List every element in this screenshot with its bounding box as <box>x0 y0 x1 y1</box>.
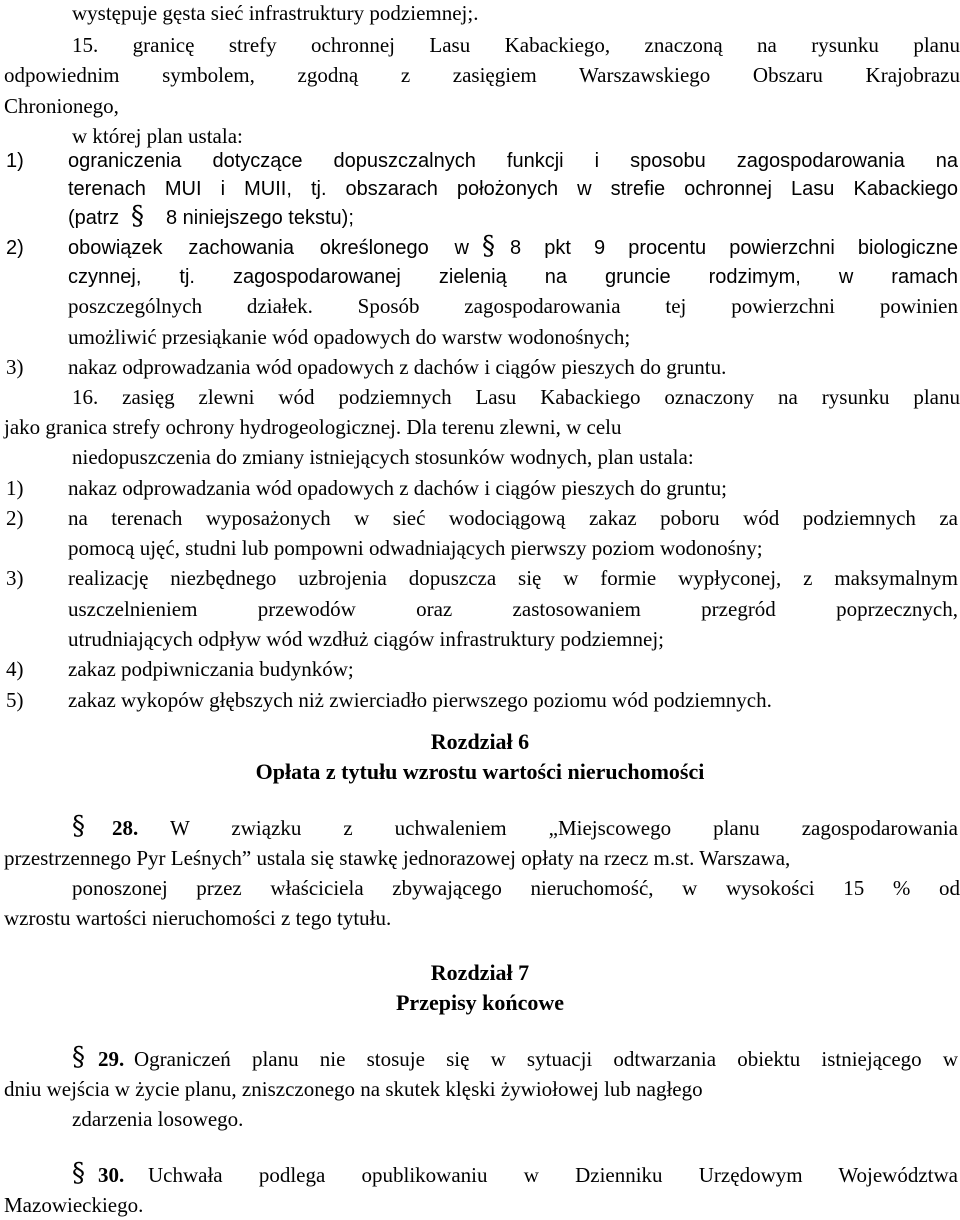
list-item <box>0 352 960 382</box>
list-text: nakaz odprowadzania wód opadowych z dachów i ciągów pieszych do gruntu. <box>68 355 727 379</box>
list-text-cont: umożliwić przesiąkanie wód opadowych do warstw wodonośnych; <box>68 325 631 349</box>
list-item <box>0 233 960 263</box>
text-span: 8 pkt 9 procentu powierzchni biologiczne <box>510 237 958 259</box>
chapter-title: Przepisy końcowe <box>395 990 565 1015</box>
paragraph-15-start: 15. granicę strefy ochronnej Lasu Kabackiego, znaczoną na rysunku planu <box>72 33 960 57</box>
text-line: Chronionego, <box>4 94 119 118</box>
list-number: 3) <box>6 566 24 590</box>
list-text: zakaz wykopów głębszych niż zwierciadło pierwszego poziomu wód podziemnych. <box>68 688 772 712</box>
list-item <box>0 473 960 503</box>
list-text-cont: utrudniających odpływ wód wzdłuż ciągów infrastruktury podziemnej; <box>68 627 664 651</box>
list-number: 2) <box>6 237 24 259</box>
text-line: przestrzennego Pyr Leśnych” ustala się stawkę jednorazowej opłaty na rzecz m.st. Warszawa, <box>4 846 791 870</box>
list-text: zakaz podpiwniczania budynków; <box>68 657 354 681</box>
list-text-cont: pomocą ujęć, studni lub pompowni odwadniających pierwszy poziom wodonośny; <box>68 536 763 560</box>
list-number: 1) <box>6 476 24 500</box>
list-text-cont: uszczelnieniem przewodów oraz zastosowaniem przegród poprzecznych, <box>68 597 958 621</box>
text-span: 8 niniejszego tekstu); <box>166 207 354 229</box>
text-span: (patrz <box>68 207 120 229</box>
paragraph-text: Uchwała podlega opublikowaniu w Dzienniku Urzędowym Województwa <box>148 1163 958 1187</box>
text-line: ponoszonej przez właściciela zbywającego nieruchomość, w wysokości 15 % od <box>72 876 960 900</box>
paragraph-number: 30. <box>98 1163 125 1187</box>
list-text: na terenach wyposażonych w sieć wodociągową zakaz poboru wód podziemnych za <box>68 506 958 530</box>
chapter-title: Opłata z tytułu wzrostu wartości nieruchomości <box>255 759 705 784</box>
list-item <box>0 563 960 593</box>
section-sign: § <box>131 201 144 231</box>
paragraph-text: Ograniczeń planu nie stosuje się w sytuacji odtwarzania obiektu istniejącego w <box>134 1047 958 1071</box>
list-number: 4) <box>6 657 24 681</box>
paragraph-number: 28. <box>112 816 139 840</box>
list-text-cont: czynnej, tj. zagospodarowanej zielenią na gruncie rodzimym, w ramach <box>68 266 958 288</box>
text-line: wzrostu wartości nieruchomości z tego tytułu. <box>4 906 392 930</box>
list-item <box>0 503 960 533</box>
list-text: ograniczenia dotyczące dopuszczalnych funkcji i sposobu zagospodarowania na <box>68 150 958 172</box>
text-line: odpowiednim symbolem, zgodną z zasięgiem Warszawskiego Obszaru Krajobrazu <box>4 63 960 87</box>
paragraph-16-start: 16. zasięg zlewni wód podziemnych Lasu Kabackiego oznaczony na rysunku planu <box>72 385 960 409</box>
list-text-cont: terenach MUI i MUII, tj. obszarach położonych w strefie ochronnej Lasu Kabackiego <box>68 178 958 200</box>
chapter-number: Rozdział 6 <box>430 729 530 754</box>
chapter-number: Rozdział 7 <box>430 960 530 985</box>
text-line: niedopuszczenia do zmiany istniejących stosunków wodnych, plan ustala: <box>72 445 694 469</box>
section-sign: § <box>482 231 495 261</box>
text-span: obowiązek zachowania określonego w <box>68 237 469 259</box>
paragraph-30-start <box>0 1160 960 1190</box>
paragraph-28-start <box>0 813 960 843</box>
list-number: 2) <box>6 506 24 530</box>
text-line: jako granica strefy ochrony hydrogeologicznej. Dla terenu zlewni, w celu <box>4 415 622 439</box>
list-text: realizację niezbędnego uzbrojenia dopuszcza się w formie wypłyconej, z maksymalnym <box>68 566 958 590</box>
list-item <box>0 685 960 715</box>
paragraph-29-start <box>0 1044 960 1074</box>
section-sign: § <box>72 1158 85 1188</box>
list-text: nakaz odprowadzania wód opadowych z dachów i ciągów pieszych do gruntu; <box>68 476 727 500</box>
list-number: 5) <box>6 688 24 712</box>
list-text-cont <box>0 203 960 233</box>
paragraph-text: W związku z uchwaleniem „Miejscowego planu zagospodarowania <box>170 816 958 840</box>
list-item <box>0 146 960 176</box>
list-number: 3) <box>6 355 24 379</box>
section-sign: § <box>72 811 85 841</box>
text-line: występuje gęsta sieć infrastruktury podziemnej;. <box>72 1 479 25</box>
list-item <box>0 654 960 684</box>
list-number: 1) <box>6 150 24 172</box>
paragraph-number: 29. <box>98 1047 125 1071</box>
text-line: w której plan ustala: <box>72 124 243 148</box>
list-text-cont: poszczególnych działek. Sposób zagospodarowania tej powierzchni powinien <box>68 294 958 318</box>
text-line: Mazowieckiego. <box>4 1193 144 1217</box>
text-line: dniu wejścia w życie planu, zniszczonego na skutek klęski żywiołowej lub nagłego <box>4 1077 703 1101</box>
section-sign: § <box>72 1042 85 1072</box>
text-line: zdarzenia losowego. <box>72 1107 244 1131</box>
